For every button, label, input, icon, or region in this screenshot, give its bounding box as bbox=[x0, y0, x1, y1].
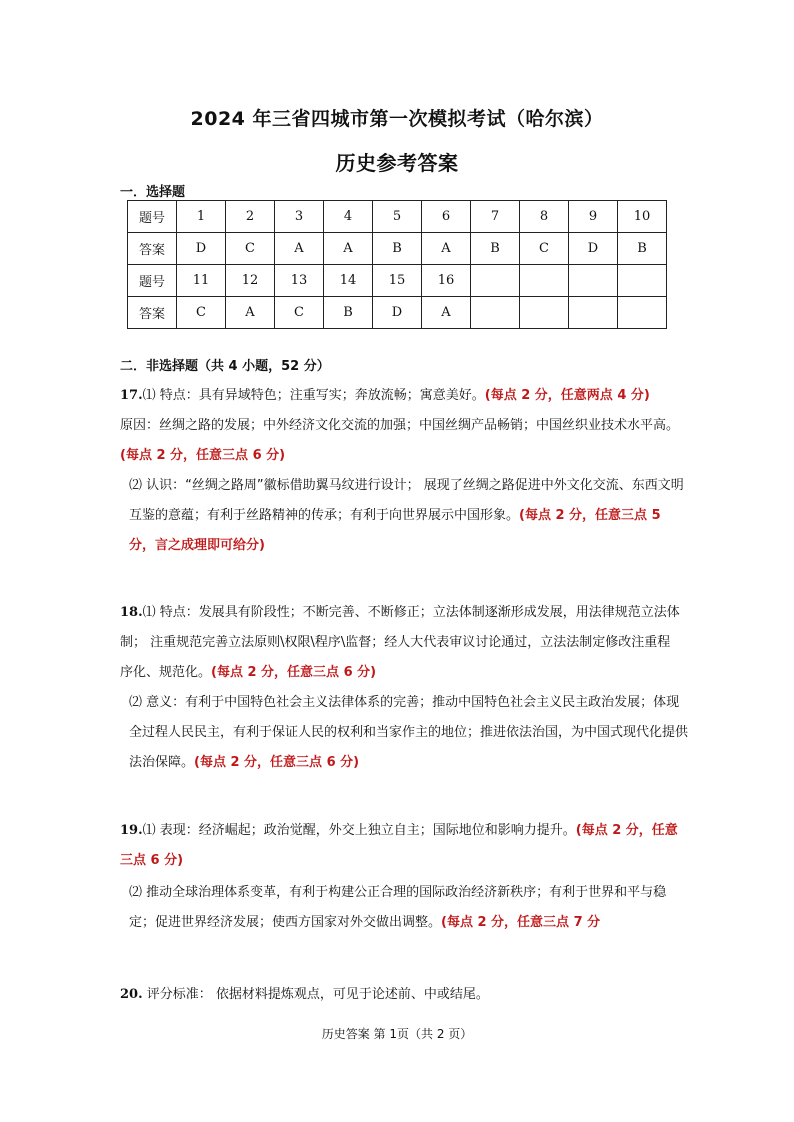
score-note: (每点 2 分，任意两点 4 分) bbox=[484, 388, 650, 403]
table-cell: B bbox=[471, 233, 520, 265]
question-number: 19. bbox=[120, 823, 143, 838]
table-cell: 15 bbox=[373, 265, 422, 297]
score-note: (每点 2 分，任意三点 7 分 bbox=[441, 915, 601, 930]
table-cell: A bbox=[275, 233, 324, 265]
table-row bbox=[128, 265, 667, 297]
score-note: (每点 2 分，任意三点 6 分) bbox=[211, 665, 377, 680]
table-cell: 11 bbox=[177, 265, 226, 297]
table-cell bbox=[520, 265, 569, 297]
table-row bbox=[128, 233, 667, 265]
table-cell: D bbox=[373, 297, 422, 329]
answer-table bbox=[127, 200, 667, 329]
table-cell: C bbox=[226, 233, 275, 265]
question-number: 17. bbox=[120, 388, 143, 403]
section-heading-choice: 一．选择题 bbox=[120, 185, 186, 200]
table-cell: C bbox=[520, 233, 569, 265]
section-heading-essay: 二．非选择题（共 4 小题，52 分） bbox=[120, 359, 330, 374]
table-cell: A bbox=[226, 297, 275, 329]
table-cell: 9 bbox=[569, 201, 618, 233]
table-cell: 3 bbox=[275, 201, 324, 233]
q17-part2 bbox=[120, 471, 689, 561]
score-note: (每点 2 分，任意三点 5 分，言之成理即可给分) bbox=[129, 508, 661, 553]
score-note: (每点 2 分，任意三点 6 分) bbox=[120, 448, 286, 463]
table-cell: 4 bbox=[324, 201, 373, 233]
page-footer: 历史答案 第 1页（共 2 页） bbox=[321, 1027, 473, 1041]
table-cell bbox=[471, 297, 520, 329]
table-cell: B bbox=[618, 233, 667, 265]
exam-subtitle: 历史参考答案 bbox=[335, 151, 459, 175]
question-number: 18. bbox=[120, 605, 143, 620]
table-cell: 2 bbox=[226, 201, 275, 233]
table-cell: D bbox=[177, 233, 226, 265]
table-row bbox=[128, 201, 667, 233]
table-cell: 14 bbox=[324, 265, 373, 297]
table-cell bbox=[618, 297, 667, 329]
table-cell bbox=[569, 265, 618, 297]
question-number: 20. bbox=[120, 987, 143, 1002]
row-label-answer: 答案 bbox=[128, 297, 177, 329]
table-cell: 10 bbox=[618, 201, 667, 233]
answer-text: ⑵ 意义：有利于中国特色社会主义法律体系的完善；推动中国特色社会主义民主政治发展；体现全过程人民民主，有利于保证人民的权利和当家作主的地位；推进依法治国，为中国式现代化提供法治保障。 bbox=[129, 695, 689, 770]
table-cell: C bbox=[275, 297, 324, 329]
table-cell: 6 bbox=[422, 201, 471, 233]
q19-part1 bbox=[120, 816, 680, 876]
answer-text: ⑴ 特点：具有异域特色；注重写实；奔放流畅；寓意美好。 bbox=[142, 388, 485, 403]
table-cell: 5 bbox=[373, 201, 422, 233]
row-label-answer: 答案 bbox=[128, 233, 177, 265]
score-note: (每点 2 分，任意三点 6 分) bbox=[120, 823, 678, 868]
table-cell: A bbox=[422, 297, 471, 329]
answer-text: 评分标准： 依据材料提炼观点，可见于论述前、中或结尾。 bbox=[146, 987, 489, 1002]
table-cell: 1 bbox=[177, 201, 226, 233]
q17-part1 bbox=[120, 381, 680, 471]
table-cell: A bbox=[324, 233, 373, 265]
table-cell: 8 bbox=[520, 201, 569, 233]
table-cell bbox=[569, 297, 618, 329]
table-cell: D bbox=[569, 233, 618, 265]
row-label-question: 题号 bbox=[128, 201, 177, 233]
table-cell: 12 bbox=[226, 265, 275, 297]
table-cell: A bbox=[422, 233, 471, 265]
q20 bbox=[120, 980, 680, 1010]
row-label-question: 题号 bbox=[128, 265, 177, 297]
table-cell: 13 bbox=[275, 265, 324, 297]
q19-part2 bbox=[120, 878, 689, 938]
exam-title: 2024 年三省四城市第一次模拟考试（哈尔滨） bbox=[190, 108, 604, 130]
table-cell: B bbox=[373, 233, 422, 265]
table-cell: 16 bbox=[422, 265, 471, 297]
answer-text: ⑴ 特点：发展具有阶段性；不断完善、不断修正；立法体制逐渐形成发展，用法律规范立法体制； 注重规范完善立法原则\权限\程序\监督；经人大代表审议讨论通过，立法法制定修改注重程序化、规范化。 bbox=[120, 605, 680, 680]
q18-part2 bbox=[120, 688, 689, 778]
table-cell: 7 bbox=[471, 201, 520, 233]
q18-part1 bbox=[120, 598, 680, 688]
answer-text: ⑵ 认识：“丝绸之路周”徽标借助翼马纹进行设计； 展现了丝绸之路促进中外文化交流、东西文明互鉴的意蕴；有利于丝路精神的传承；有利于向世界展示中国形象。 bbox=[129, 478, 684, 523]
score-note: (每点 2 分，任意三点 6 分) bbox=[194, 755, 360, 770]
table-cell bbox=[520, 297, 569, 329]
answer-text: ⑴ 表现：经济崛起；政治觉醒，外交上独立自主；国际地位和影响力提升。 bbox=[142, 823, 576, 838]
answer-text: ⑵ 推动全球治理体系变革，有利于构建公正合理的国际政治经济新秩序；有利于世界和平与稳定；促进世界经济发展；使西方国家对外交做出调整。 bbox=[129, 885, 667, 930]
table-cell: B bbox=[324, 297, 373, 329]
table-cell bbox=[471, 265, 520, 297]
answer-text: 原因：丝绸之路的发展；中外经济文化交流的加强；中国丝绸产品畅销；中国丝织业技术水平高。 bbox=[120, 418, 680, 433]
table-cell bbox=[618, 265, 667, 297]
table-row bbox=[128, 297, 667, 329]
table-cell: C bbox=[177, 297, 226, 329]
